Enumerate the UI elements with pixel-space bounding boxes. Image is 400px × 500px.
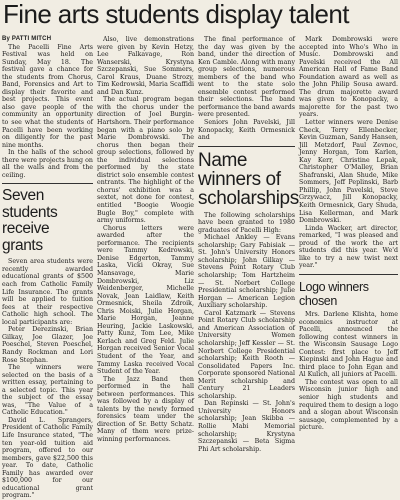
byline: By PATTI MITCH: [2, 36, 52, 42]
section-divider: [198, 146, 295, 147]
article-paragraph: Mrs. Darlene Klishta, home economics instructor at Pacelli, announced the following contest winners in the Wisconsin Sausage Logo Contest: first place to Jeff Kiepinski and John Hague and third place to John Egan and Al Kulich, all juniors at Pacelli.: [299, 310, 398, 379]
column-2: [97, 36, 194, 443]
main-headline: Fine arts students display talent: [3, 0, 349, 29]
section-divider: [2, 183, 93, 184]
article-paragraph: Linda Wacker, art director, remarked, "I was pleased and proud of the work the art students did this year. We'd like to try a new twist next year.": [299, 224, 398, 270]
article-paragraph: The winners were selected on the basis of a written essay, pertaining to a selected topic. This year the subject of the essay was, "The Value of a Catholic Education.": [2, 364, 93, 417]
article-paragraph: The actual program began with the chorus under the direction of Joel Burgin-Hartshorn. Their performance began with a piano solo by Marie Dombrowski. The chorus then began their group selections, followed by the individual selections performed by the state district solo ensemble contest entrants. The highlight of the chorus' exhibition was a sextet, not done for contest, entitled "Boogie Woogie Bugle Boy," complete with army uniforms.: [97, 96, 194, 225]
column-1: [2, 36, 93, 500]
article-paragraph: The Jazz Band then performed in the hall between performances. This was followed by a display of talents by the newly formed forensics team under the direction of Sr. Betty Schatz. Many of them were prize-winning performances.: [97, 375, 194, 443]
article-paragraph: Letter winners were Denise Check, Terry Ellenbecker, Kevin Guzman, Sandy Hansen, Jill Metzdorf, Paul Zevnoc, Jenny Horgan, Tom Karlen, Kay Kerr, Christine Lepak, Christopher O'Malley, Brian Shafranski, Alan Shude, Mike Sommers, Jeff Peplinski, Barb Phillip, John Pavelski, Steve Grzywacz, Jill Konopacky, Keith Ormesnick, Gary Shuda, Lisa Kellerman, and Mark Dombrowski.: [299, 119, 398, 225]
article-paragraph: The following scholarships have been granted to 1980 graduates of Pacelli High:: [198, 211, 295, 234]
logo-headline: Logo winners chosen: [299, 279, 369, 308]
article-paragraph: Peter Derezinski, Brian Gilkay, Joe Glazer, Joe Poeschel, Steven Poeschel, Randy Rockman and Lori Rose Stephan.: [2, 326, 93, 364]
article-paragraph: Seven area students were recently awarded educational grants of $500 each from Catholic Family Life Insurance. The grants will be applied to tuition fees at their respective Catholic high school. The local participants are:: [2, 258, 93, 326]
article-paragraph: The final performance of the day was given by the band, under the direction of Ken Camble. Along with many group selections, numerous members of the band who went to the state solo ensemble contest performed their selections. The band performance the band awards were presented.: [198, 36, 295, 119]
article-paragraph: Michael Ankley — Evans scholarship; Gary Fabisiak — St. John's University Honors scholarship; John Gilkay — Stevens Point Rotary Club scholarship; Tom Hartzheim — St. Norbert College Presidential scholarship; Julie Horgan — American Legion Auxiliary scholarship.: [198, 234, 295, 310]
grants-headline: Seven students receive grants: [2, 187, 58, 254]
article-paragraph: In the halls of the school there were projects hung on all the walls and from the ceiling.: [2, 149, 93, 179]
article-paragraph: Carol Katzmark — Stevens Point Rotary Club scholarship and American Association of University Women scholarship; Jeff Kessler — St. Norbert College Presidential scholarship; Keith Rooth — Consolidated Papers Inc. Corporate sponsored National Merit scholarship and Century 21 Leaders scholarship.: [198, 309, 295, 400]
article-paragraph: Seniors John Pavelski, Jill Konopacky, Keith Ormesnick and: [198, 119, 295, 142]
section-divider: [299, 274, 398, 275]
column-3: [198, 36, 299, 453]
article-paragraph: Chorus letters were awarded after the performance. The recipients were Tammy Kedrowski, Denise Edgerton, Tammy Laska, Vicki Okray, Sue Mansavage, Marie Dombrowski, Liz Weidenberger, Michelle Novak, Jean Laidlaw, Keith Ormesnick, Sheila Zdroik, Chris Moiski, Julie Horgan, Marie Horgan, Jeanne Heuring, Jackie Laskowski, Patty Kunz, Tom Lee, Mike Kerlach and Greg Feld. Julie Horgan received Senior Vocal Student of the Year, and Tammy Laska received Vocal Student of the Year.: [97, 224, 194, 376]
article-paragraph: The Pacelli Fine Arts Festival was held on Sunday, May 18. The festival gave a chance for the students from Chorus, Band, Forensics and Art to display their favorite and best projects. This event also gave people of the community an opportunity to see what the students of Pacelli have been working on diligently for the past nine months.: [2, 43, 93, 149]
article-paragraph: The contest was open to all Wisconsin junior high and senior high students and required them to design a logo and a slogan about Wisconsin sausage, complemented by a picture.: [299, 378, 398, 432]
column-4: [299, 36, 398, 432]
article-paragraph: David L. Sprangers, President of Catholic Family Life Insurance stated, "The ten year-old tuition aid program, offered to our members, gave $22,500 this year. To date, Catholic Family has awarded over $100,000 for our educational grant program.": [2, 416, 93, 500]
article-paragraph: Also, live demonstrations were given by Kevin Hetzy, Lee Falkavage, Ron Wanserski, Krystyna Szczepanski, Sue Sommers, Carol Kraus, Duane Strozy, Tim Kedrowski, Maria Scaffidi and Dan Kunz.: [97, 36, 194, 96]
scholarships-headline: Name winners of scholarships: [198, 149, 299, 209]
article-paragraph: Mark Dombrowski were accepted into Who's Who in Music. Dombrowski and Pavelski received the All American Hall of Fame Band Foundation award as well as the John Philip Sousa award. The drum majorette award was given to Konopacky, a majorette for the past two years.: [299, 36, 398, 119]
article-paragraph: Dan Repinski — St. John's University Honors scholarship; Jean Skibba — Rollie Mabi Memorial scholarship; Krystyna Szczepanski — Beta Sigma Phi Art scholarship.: [198, 400, 295, 453]
